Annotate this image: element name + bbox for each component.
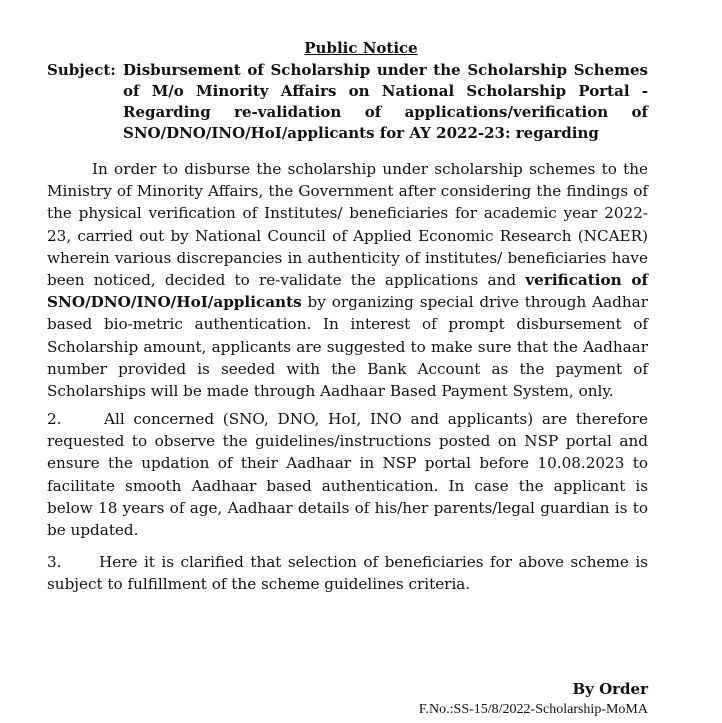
paragraph-1-text-a: In order to disburse the scholarship under scholarship schemes to the Ministry of Minority Affairs, the Government after considering the findings of the physical verification of Institutes/ beneficiaries for academic year 2022-23, carried out by National Council of Applied Economic Research (NCAER) wherein various discrepancies in authenticity of institutes/ beneficiaries have been noticed, decided to re-validate the applications and: [47, 160, 648, 290]
paragraph-1: [47, 158, 648, 402]
paragraph-2-number: 2.: [47, 410, 62, 428]
paragraph-1-bold: verification of SNO/DNO/INO/HoI/applicants: [47, 271, 649, 312]
subject-text: Disbursement of Scholarship under the Scholarship Schemes of M/o Minority Affairs on National Scholarship Portal - Regarding re-validation of applications/verification of SNO/DNO/INO/HoI/applicants for AY 2022-23: regarding: [123, 61, 648, 142]
paragraph-3: [47, 551, 648, 595]
notice-title: Public Notice: [304, 39, 418, 57]
paragraph-3-number: 3.: [47, 553, 62, 571]
paragraph-2: [47, 408, 648, 541]
by-order: By Order: [572, 680, 648, 698]
file-number: F.No.:SS-15/8/2022-Scholarship-MoMA: [418, 702, 648, 717]
paragraph-1-text-b: by organizing special drive through Aadhar based bio-metric authentication. In interest of prompt disbursement of Scholarship amount, applicants are suggested to make sure that the Aadhaar number provided is seeded with the Bank Account as the payment of Scholarships will be made through Aadhaar Based Payment System, only.: [47, 293, 648, 401]
subject-label: Subject:: [47, 61, 116, 79]
paragraph-2-text: All concerned (SNO, DNO, HoI, INO and applicants) are therefore requested to observe the guidelines/instructions posted on NSP portal and ensure the updation of their Aadhaar in NSP portal before 10.08.2023 to facilitate smooth Aadhaar based authentication. In case the applicant is below 18 years of age, Aadhaar details of his/her parents/legal guardian is to be updated.: [47, 410, 648, 540]
paragraph-3-text: Here it is clarified that selection of beneficiaries for above scheme is subject to fulfillment of the scheme guidelines criteria.: [47, 553, 648, 594]
